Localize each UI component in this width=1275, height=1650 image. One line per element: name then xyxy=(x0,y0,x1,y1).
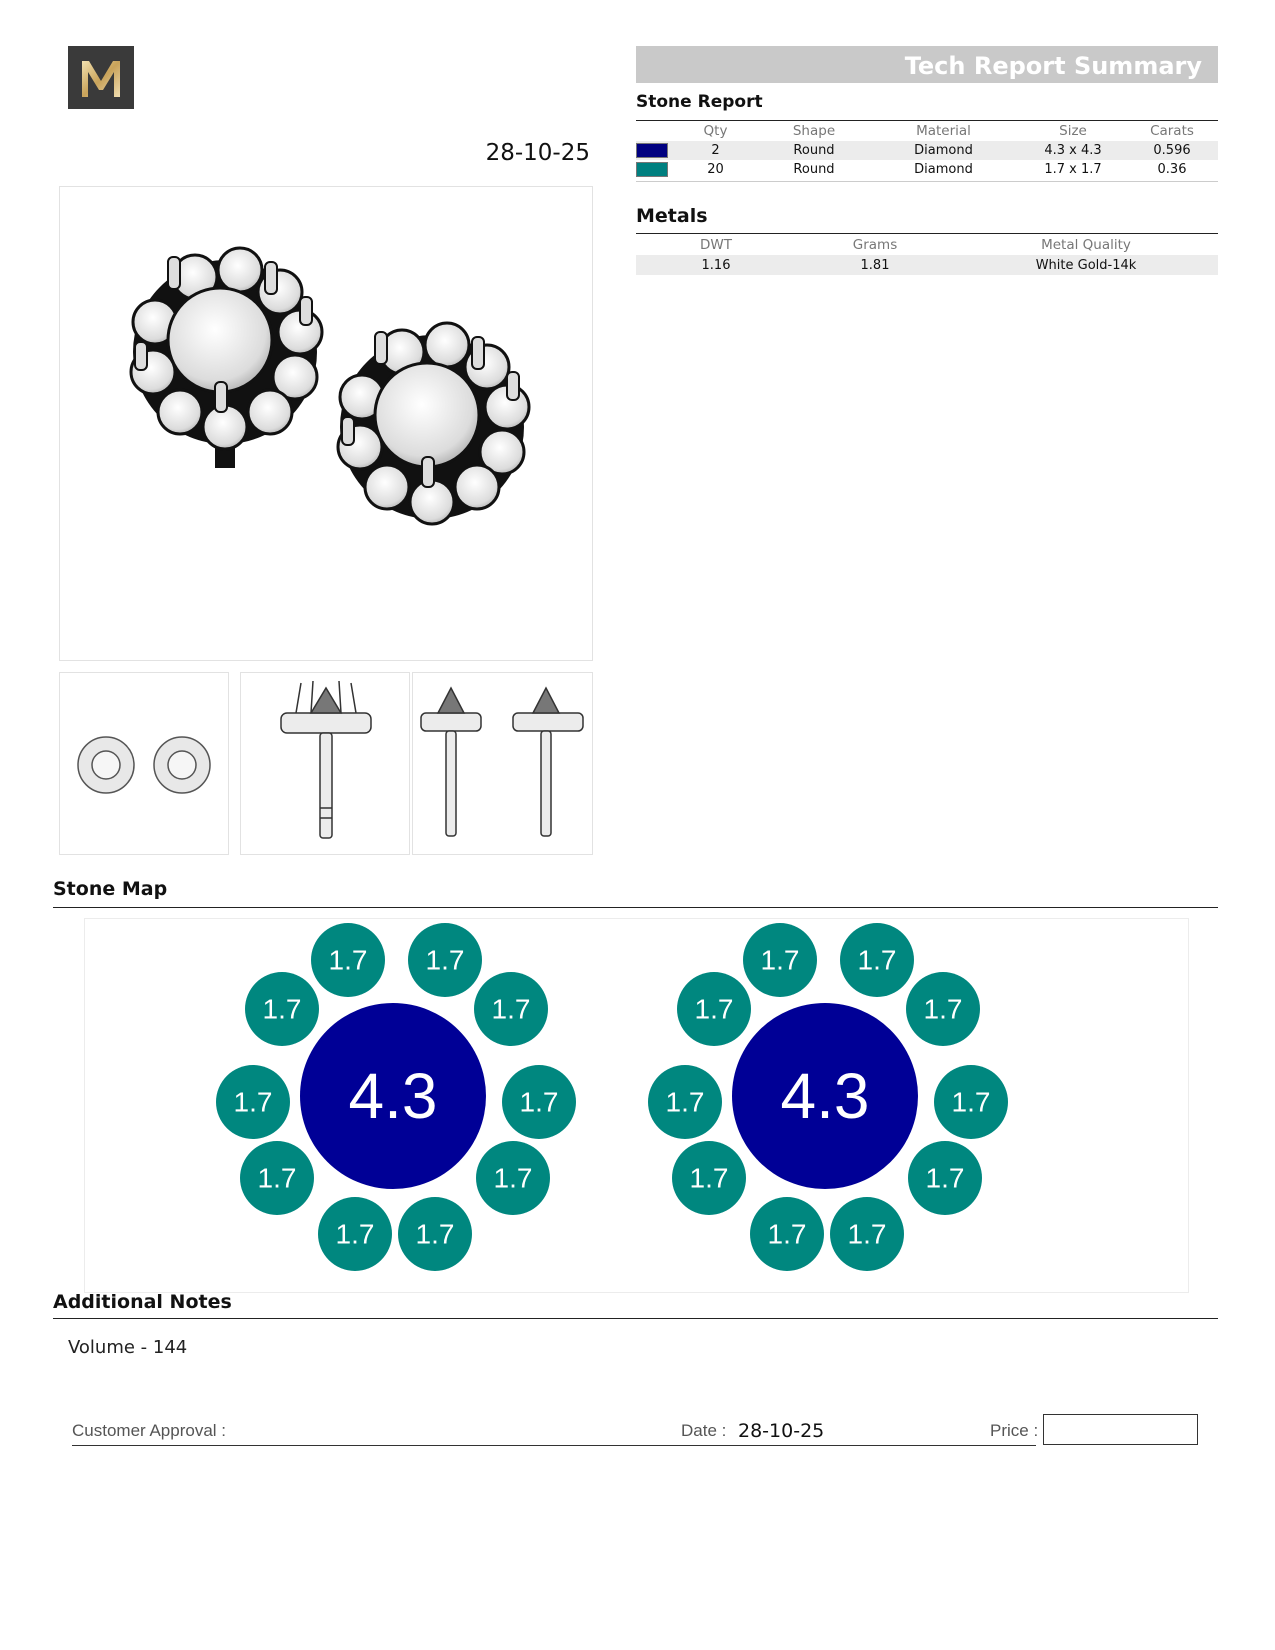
center-stone-size-label: 4.3 xyxy=(780,1060,870,1132)
stone-shape: Round xyxy=(793,162,835,178)
customer-approval-label: Customer Approval : xyxy=(72,1421,227,1440)
metals-divider xyxy=(636,233,1218,234)
notes-text: Volume - 144 xyxy=(68,1337,188,1358)
column-header-metal-quality: Metal Quality xyxy=(1041,237,1131,253)
notes-divider xyxy=(53,1318,1218,1319)
column-header-carats: Carats xyxy=(1150,122,1194,139)
logo-mark-icon xyxy=(76,55,126,101)
table-row xyxy=(636,255,1218,275)
halo-stone-size-label: 1.7 xyxy=(951,1086,991,1118)
stone-size: 1.7 x 1.7 xyxy=(1044,162,1102,178)
halo-stone-size-label: 1.7 xyxy=(257,1162,297,1194)
stone-report-table xyxy=(636,121,1218,180)
thumbnail-pair-side-view[interactable] xyxy=(412,672,593,855)
stone-material: Diamond xyxy=(914,162,973,178)
stone-carats: 0.36 xyxy=(1157,162,1187,178)
column-header-size: Size xyxy=(1059,122,1087,139)
metals-title: Metals xyxy=(636,205,708,227)
thumbnail-side-view[interactable] xyxy=(240,672,410,855)
thumbnail-top-view[interactable] xyxy=(59,672,229,855)
halo-stone-size-label: 1.7 xyxy=(493,1162,533,1194)
column-header-dwt: DWT xyxy=(700,237,732,253)
halo-stone-size-label: 1.7 xyxy=(519,1086,559,1118)
halo-stone-size-label: 1.7 xyxy=(328,944,368,976)
column-header-material: Material xyxy=(916,122,971,139)
center-stone-size-label: 4.3 xyxy=(348,1060,438,1132)
metals-table xyxy=(636,235,1218,275)
stone-qty: 20 xyxy=(707,162,724,178)
halo-stone-size-label: 1.7 xyxy=(760,944,800,976)
approval-date-value: 28-10-25 xyxy=(738,1420,825,1442)
halo-stone-size-label: 1.7 xyxy=(233,1086,273,1118)
stone-map-svg xyxy=(85,919,1190,1294)
column-header-grams: Grams xyxy=(852,237,898,253)
stone-report-title: Stone Report xyxy=(636,92,763,112)
stone-shape: Round xyxy=(793,142,835,158)
metal-dwt: 1.16 xyxy=(701,257,731,273)
signature-line xyxy=(72,1445,1036,1446)
halo-stone-size-label: 1.7 xyxy=(847,1218,887,1250)
halo-stone-size-label: 1.7 xyxy=(425,944,465,976)
table-row xyxy=(636,141,1218,161)
stone-table-bottom-rule xyxy=(636,181,1218,182)
halo-stone-size-label: 1.7 xyxy=(694,993,734,1025)
additional-notes-title: Additional Notes xyxy=(53,1291,232,1313)
stone-qty: 2 xyxy=(711,142,720,158)
price-input-box[interactable] xyxy=(1043,1414,1198,1445)
column-header-qty: Qty xyxy=(703,122,728,139)
earring-top-view-image xyxy=(60,673,230,856)
stone-color-swatch xyxy=(636,162,668,177)
halo-stone-size-label: 1.7 xyxy=(689,1162,729,1194)
metal-grams: 1.81 xyxy=(860,257,890,273)
report-date: 28-10-25 xyxy=(485,140,590,166)
halo-stone-size-label: 1.7 xyxy=(262,993,302,1025)
halo-stone-size-label: 1.7 xyxy=(491,993,531,1025)
stone-map-divider xyxy=(53,907,1218,908)
earring-pair-side-view-image xyxy=(413,673,594,856)
price-label: Price : xyxy=(990,1421,1039,1440)
approval-date-label: Date : xyxy=(681,1421,727,1440)
halo-stone-size-label: 1.7 xyxy=(665,1086,705,1118)
earring-side-view-image xyxy=(241,673,411,856)
table-row xyxy=(636,160,1218,180)
halo-stone-size-label: 1.7 xyxy=(923,993,963,1025)
metal-quality: White Gold-14k xyxy=(1035,257,1137,273)
stone-table-header xyxy=(636,121,1218,141)
stone-map-diagram xyxy=(84,918,1189,1293)
earring-pair-render-image xyxy=(60,187,594,662)
halo-stone-size-label: 1.7 xyxy=(925,1162,965,1194)
halo-stone-size-label: 1.7 xyxy=(857,944,897,976)
stone-material: Diamond xyxy=(914,142,973,158)
halo-stone-size-label: 1.7 xyxy=(335,1218,375,1250)
stone-map-title: Stone Map xyxy=(53,878,168,900)
halo-stone-size-label: 1.7 xyxy=(415,1218,455,1250)
stone-carats: 0.596 xyxy=(1153,142,1191,158)
column-header-shape: Shape xyxy=(792,122,836,139)
report-title-bar: Tech Report Summary xyxy=(636,46,1218,83)
stone-color-swatch xyxy=(636,143,668,158)
halo-stone-size-label: 1.7 xyxy=(767,1218,807,1250)
company-logo xyxy=(68,46,134,109)
metals-table-header xyxy=(636,235,1218,255)
main-product-render xyxy=(59,186,593,661)
stone-size: 4.3 x 4.3 xyxy=(1044,142,1102,158)
